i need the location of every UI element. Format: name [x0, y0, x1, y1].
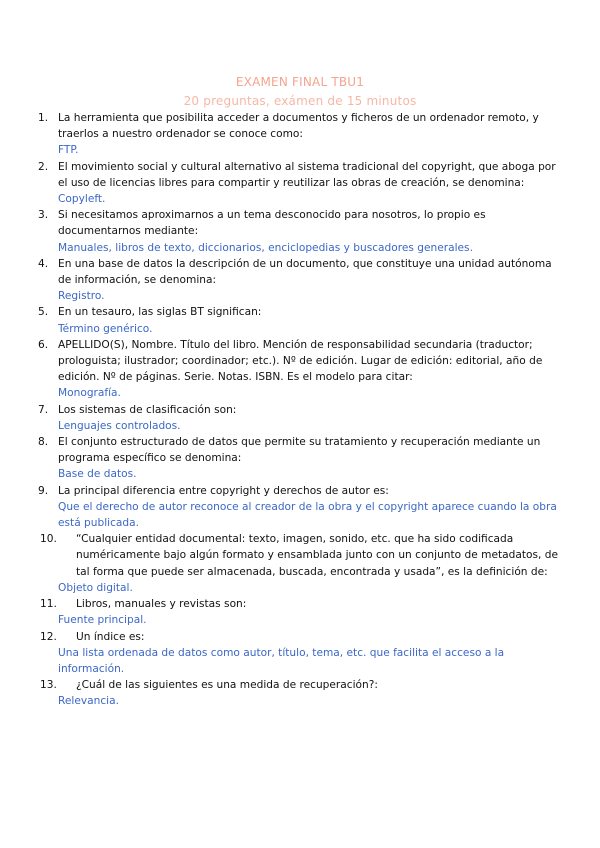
question-text: “Cualquier entidad documental: texto, imagen, sonido, etc. que ha sido codificada numéricamente bajo algún formato y ensamblada junto con un conjunto de metadatos, de tal forma que puede ser almacenada, buscada, encontrada y usada”, es la definición de: — [76, 533, 558, 578]
question-number: 9. — [38, 484, 49, 497]
question-number: 3. — [38, 209, 49, 222]
exam-title: EXAMEN FINAL TBU1 — [235, 75, 365, 89]
question-item — [38, 402, 558, 434]
answer-text: Fuente principal. — [58, 614, 147, 627]
question-item — [38, 629, 558, 678]
question-number: 7. — [38, 403, 49, 416]
question-item — [38, 434, 558, 483]
question-text: Libros, manuales y revistas son: — [76, 598, 247, 611]
question-text: APELLIDO(S), Nombre. Título del libro. Mención de responsabilidad secundaria (traductor; prologuista; ilustrador; coordinador; etc.). Nº de edición. Lugar de edición: editorial, año de edición. Nº de páginas. Serie. Notas. ISBN. Es el modelo para citar: — [58, 338, 543, 384]
question-item — [38, 677, 558, 709]
answer-text: Monografía. — [58, 387, 121, 400]
question-item — [38, 596, 558, 628]
question-list — [38, 110, 558, 710]
answer-text: FTP. — [58, 144, 79, 157]
question-item — [38, 207, 558, 256]
question-item — [38, 110, 558, 159]
question-number: 5. — [38, 306, 49, 319]
question-text: Si necesitamos aproximarnos a un tema desconocido para nosotros, lo propio es documentarnos mediante: — [58, 209, 486, 238]
question-item — [38, 304, 558, 336]
question-item — [38, 483, 558, 532]
answer-text: Objeto digital. — [58, 581, 133, 594]
question-number: 8. — [38, 436, 49, 449]
question-number: 10. — [40, 533, 57, 546]
question-number: 13. — [40, 679, 57, 692]
question-text: Un índice es: — [76, 630, 145, 643]
answer-text: Base de datos. — [58, 468, 137, 481]
question-text: Los sistemas de clasificación son: — [58, 403, 237, 416]
question-text: En un tesauro, las siglas BT significan: — [58, 306, 262, 319]
question-number: 4. — [38, 257, 49, 270]
question-item — [38, 256, 558, 305]
question-item — [38, 159, 558, 208]
answer-text: Lenguajes controlados. — [58, 419, 181, 432]
question-text: El movimiento social y cultural alternativo al sistema tradicional del copyright, que aboga por el uso de licencias libres para compartir y reutilizar las obras de creación, se denomina: — [58, 160, 556, 189]
exam-subtitle: 20 preguntas, exámen de 15 minutos — [183, 94, 417, 108]
answer-text: Registro. — [58, 290, 105, 303]
question-number: 12. — [40, 630, 57, 643]
question-item — [38, 531, 558, 596]
question-number: 6. — [38, 338, 49, 351]
question-item — [38, 337, 558, 402]
answer-text: Relevancia. — [58, 695, 119, 708]
question-number: 1. — [38, 112, 49, 124]
question-text: ¿Cuál de las siguientes es una medida de recuperación?: — [76, 679, 378, 692]
question-text: La herramienta que posibilita acceder a documentos y ficheros de un ordenador remoto, y traerlos a nuestro ordenador se conoce como: — [58, 112, 539, 141]
answer-text: Una lista ordenada de datos como autor, título, tema, etc. que facilita el acceso a la información. — [58, 646, 505, 675]
question-number: 2. — [38, 160, 49, 173]
question-text: El conjunto estructurado de datos que permite su tratamiento y recuperación mediante un programa específico se denomina: — [58, 436, 541, 465]
answer-text: Manuales, libros de texto, diccionarios, enciclopedias y buscadores generales. — [58, 241, 473, 254]
answer-text: Término genérico. — [58, 322, 153, 335]
question-text: La principal diferencia entre copyright y derechos de autor es: — [58, 484, 389, 497]
answer-text: Copyleft. — [58, 193, 106, 206]
answer-text: Que el derecho de autor reconoce al creador de la obra y el copyright aparece cuando la obra está publicada. — [58, 500, 557, 530]
question-number: 11. — [40, 598, 57, 611]
question-text: En una base de datos la descripción de un documento, que constituye una unidad autónoma de información, se denomina: — [58, 257, 552, 287]
